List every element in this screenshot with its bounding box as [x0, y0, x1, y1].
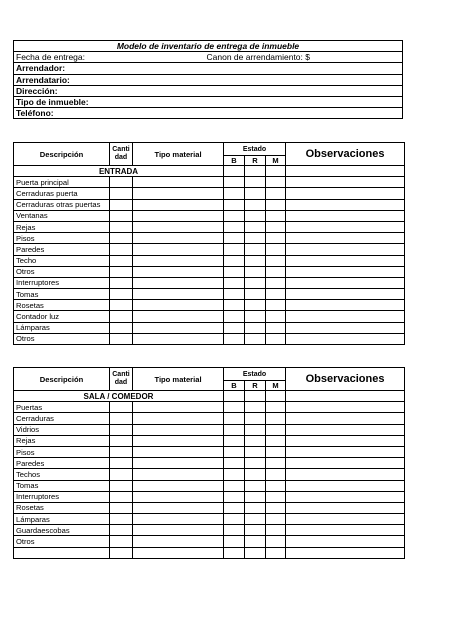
cantidad-cell[interactable]	[110, 199, 133, 210]
tipo-material-cell[interactable]	[133, 233, 224, 244]
observaciones-cell[interactable]	[286, 255, 405, 266]
tipo-material-cell[interactable]	[133, 177, 224, 188]
observaciones-cell[interactable]	[286, 322, 405, 333]
tipo-material-cell[interactable]	[133, 333, 224, 344]
section-title: ENTRADA	[14, 166, 224, 177]
estado-m-cell[interactable]	[266, 188, 286, 199]
table-row	[14, 221, 405, 232]
cantidad-line-2: dad	[114, 379, 128, 386]
estado-m-cell[interactable]	[266, 446, 286, 457]
document-title: Modelo de inventario de entrega de inmueble	[14, 41, 403, 52]
tipo-material-cell[interactable]	[133, 502, 224, 513]
item-description: Otros	[14, 536, 110, 547]
item-description: Guardaescobas	[14, 525, 110, 536]
cantidad-cell[interactable]	[110, 514, 133, 525]
table-row	[14, 322, 405, 333]
empty-cell[interactable]	[224, 166, 245, 177]
cantidad-cell[interactable]	[110, 536, 133, 547]
estado-b-cell[interactable]	[224, 289, 245, 300]
tipo-material-cell[interactable]	[133, 199, 224, 210]
empty-cell[interactable]	[245, 391, 266, 402]
observaciones-cell[interactable]	[286, 536, 405, 547]
estado-m-cell[interactable]	[266, 210, 286, 221]
cantidad-cell[interactable]	[110, 233, 133, 244]
cantidad-cell[interactable]	[110, 300, 133, 311]
tipo-material-cell[interactable]	[133, 424, 224, 435]
section-title-row	[14, 166, 405, 177]
item-description: Interruptores	[14, 491, 110, 502]
estado-r-cell[interactable]	[245, 525, 266, 536]
estado-m-cell[interactable]	[266, 547, 286, 558]
observaciones-cell[interactable]	[286, 188, 405, 199]
estado-r-cell[interactable]	[245, 413, 266, 424]
estado-r-cell[interactable]	[245, 333, 266, 344]
estado-b-cell[interactable]	[224, 480, 245, 491]
estado-r-cell[interactable]	[245, 177, 266, 188]
estado-r-cell[interactable]	[245, 435, 266, 446]
estado-b-cell[interactable]	[224, 244, 245, 255]
cantidad-cell[interactable]	[110, 177, 133, 188]
observaciones-cell[interactable]	[286, 311, 405, 322]
tipo-material-cell[interactable]	[133, 255, 224, 266]
estado-b-cell[interactable]	[224, 210, 245, 221]
estado-b-cell[interactable]	[224, 502, 245, 513]
cantidad-cell[interactable]	[110, 311, 133, 322]
estado-r-cell[interactable]	[245, 221, 266, 232]
table-row	[14, 188, 405, 199]
estado-m-cell[interactable]	[266, 199, 286, 210]
observaciones-cell[interactable]	[286, 547, 405, 558]
estado-b-cell[interactable]	[224, 469, 245, 480]
tipo-material-cell[interactable]	[133, 210, 224, 221]
col-estado-m-header: M	[266, 156, 286, 166]
observaciones-cell[interactable]	[286, 210, 405, 221]
cantidad-cell[interactable]	[110, 446, 133, 457]
item-description: Ventanas	[14, 210, 110, 221]
estado-b-cell[interactable]	[224, 266, 245, 277]
col-estado-m-header: M	[266, 381, 286, 391]
estado-b-cell[interactable]	[224, 221, 245, 232]
table-row	[14, 458, 405, 469]
tipo-material-cell[interactable]	[133, 266, 224, 277]
canon-label: Canon de arrendamiento: $	[206, 52, 310, 63]
cantidad-cell[interactable]	[110, 435, 133, 446]
tipo-material-cell[interactable]	[133, 402, 224, 413]
item-description: Tomas	[14, 289, 110, 300]
item-description: Otros	[14, 266, 110, 277]
observaciones-cell[interactable]	[286, 177, 405, 188]
estado-m-cell[interactable]	[266, 514, 286, 525]
col-descripcion-header: Descripción	[14, 368, 110, 391]
estado-b-cell[interactable]	[224, 458, 245, 469]
cantidad-cell[interactable]	[110, 547, 133, 558]
cantidad-cell[interactable]	[110, 277, 133, 288]
observaciones-cell[interactable]	[286, 221, 405, 232]
estado-m-cell[interactable]	[266, 266, 286, 277]
tipo-material-cell[interactable]	[133, 244, 224, 255]
col-estado-b-header: B	[224, 156, 245, 166]
item-description: Rejas	[14, 435, 110, 446]
cantidad-cell[interactable]	[110, 266, 133, 277]
estado-b-cell[interactable]	[224, 547, 245, 558]
section-title-row	[14, 391, 405, 402]
estado-b-cell[interactable]	[224, 300, 245, 311]
empty-cell[interactable]	[224, 391, 245, 402]
item-description: Techos	[14, 469, 110, 480]
table-row	[14, 525, 405, 536]
cantidad-cell[interactable]	[110, 502, 133, 513]
item-description: Pisos	[14, 233, 110, 244]
tipo-material-cell[interactable]	[133, 458, 224, 469]
observaciones-cell[interactable]	[286, 300, 405, 311]
fecha-label: Fecha de entrega:	[16, 52, 85, 63]
table-row	[14, 491, 405, 502]
observaciones-cell[interactable]	[286, 458, 405, 469]
item-description: Techo	[14, 255, 110, 266]
estado-m-cell[interactable]	[266, 289, 286, 300]
estado-b-cell[interactable]	[224, 514, 245, 525]
cantidad-line-1: Canti	[112, 146, 130, 153]
table-row	[14, 199, 405, 210]
observaciones-cell[interactable]	[286, 491, 405, 502]
cantidad-cell[interactable]	[110, 188, 133, 199]
cantidad-cell[interactable]	[110, 424, 133, 435]
estado-r-cell[interactable]	[245, 188, 266, 199]
tipo-material-cell[interactable]	[133, 514, 224, 525]
table-row	[14, 277, 405, 288]
observaciones-cell[interactable]	[286, 413, 405, 424]
item-description: Puerta principal	[14, 177, 110, 188]
item-description: Rosetas	[14, 502, 110, 513]
estado-m-cell[interactable]	[266, 469, 286, 480]
estado-b-cell[interactable]	[224, 277, 245, 288]
tipo-material-cell[interactable]	[133, 311, 224, 322]
tipo-material-cell[interactable]	[133, 435, 224, 446]
table-row	[14, 435, 405, 446]
col-descripcion-header: Descripción	[14, 143, 110, 166]
tipo-material-cell[interactable]	[133, 525, 224, 536]
cantidad-cell[interactable]	[110, 221, 133, 232]
estado-r-cell[interactable]	[245, 255, 266, 266]
observaciones-cell[interactable]	[286, 424, 405, 435]
table-row	[14, 514, 405, 525]
arrendatario-label: Arrendatario:	[14, 74, 403, 85]
observaciones-cell[interactable]	[286, 502, 405, 513]
estado-b-cell[interactable]	[224, 255, 245, 266]
observaciones-cell[interactable]	[286, 435, 405, 446]
item-description: Paredes	[14, 458, 110, 469]
col-cantidad-header	[110, 368, 133, 391]
fecha-canon-row	[14, 52, 403, 63]
table-row	[14, 469, 405, 480]
cantidad-cell[interactable]	[110, 525, 133, 536]
estado-m-cell[interactable]	[266, 311, 286, 322]
estado-m-cell[interactable]	[266, 255, 286, 266]
observaciones-cell[interactable]	[286, 244, 405, 255]
tipo-material-cell[interactable]	[133, 480, 224, 491]
observaciones-cell[interactable]	[286, 289, 405, 300]
empty-cell[interactable]	[286, 166, 405, 177]
section-sala-comedor-table	[13, 367, 405, 559]
table-row	[14, 266, 405, 277]
cantidad-cell[interactable]	[110, 322, 133, 333]
col-tipo-material-header: Tipo material	[133, 368, 224, 391]
table-row	[14, 333, 405, 344]
cantidad-cell[interactable]	[110, 469, 133, 480]
cantidad-line-1: Canti	[112, 371, 130, 378]
estado-r-cell[interactable]	[245, 491, 266, 502]
arrendador-label: Arrendador:	[14, 63, 403, 74]
empty-cell[interactable]	[266, 391, 286, 402]
table-row	[14, 255, 405, 266]
col-tipo-material-header: Tipo material	[133, 143, 224, 166]
estado-m-cell[interactable]	[266, 333, 286, 344]
telefono-label: Teléfono:	[14, 108, 403, 119]
estado-b-cell[interactable]	[224, 188, 245, 199]
table-row	[14, 536, 405, 547]
table-row	[14, 289, 405, 300]
estado-r-cell[interactable]	[245, 402, 266, 413]
estado-m-cell[interactable]	[266, 491, 286, 502]
header-block	[13, 40, 403, 119]
empty-cell[interactable]	[286, 391, 405, 402]
cantidad-cell[interactable]	[110, 255, 133, 266]
estado-m-cell[interactable]	[266, 277, 286, 288]
estado-r-cell[interactable]	[245, 446, 266, 457]
observaciones-cell[interactable]	[286, 233, 405, 244]
table-row	[14, 413, 405, 424]
estado-m-cell[interactable]	[266, 402, 286, 413]
cantidad-cell[interactable]	[110, 491, 133, 502]
item-description: Lámparas	[14, 514, 110, 525]
col-observaciones-header: Observaciones	[286, 143, 405, 166]
item-description: Pisos	[14, 446, 110, 457]
observaciones-cell[interactable]	[286, 277, 405, 288]
tipo-inmueble-label: Tipo de inmueble:	[14, 96, 403, 107]
item-description	[14, 547, 110, 558]
estado-r-cell[interactable]	[245, 244, 266, 255]
observaciones-cell[interactable]	[286, 266, 405, 277]
table-row	[14, 244, 405, 255]
item-description: Interruptores	[14, 277, 110, 288]
table-row	[14, 311, 405, 322]
estado-m-cell[interactable]	[266, 322, 286, 333]
estado-r-cell[interactable]	[245, 469, 266, 480]
table-row	[14, 300, 405, 311]
cantidad-cell[interactable]	[110, 458, 133, 469]
cantidad-cell[interactable]	[110, 210, 133, 221]
estado-b-cell[interactable]	[224, 491, 245, 502]
estado-r-cell[interactable]	[245, 502, 266, 513]
estado-b-cell[interactable]	[224, 525, 245, 536]
estado-m-cell[interactable]	[266, 413, 286, 424]
item-description: Puertas	[14, 402, 110, 413]
col-estado-header: Estado	[224, 143, 286, 156]
item-description: Rosetas	[14, 300, 110, 311]
estado-r-cell[interactable]	[245, 424, 266, 435]
estado-r-cell[interactable]	[245, 311, 266, 322]
col-estado-b-header: B	[224, 381, 245, 391]
estado-b-cell[interactable]	[224, 177, 245, 188]
item-description: Rejas	[14, 221, 110, 232]
estado-m-cell[interactable]	[266, 435, 286, 446]
table-row	[14, 233, 405, 244]
estado-r-cell[interactable]	[245, 514, 266, 525]
item-description: Contador luz	[14, 311, 110, 322]
item-description: Lámparas	[14, 322, 110, 333]
estado-r-cell[interactable]	[245, 547, 266, 558]
estado-b-cell[interactable]	[224, 402, 245, 413]
direccion-label: Dirección:	[14, 85, 403, 96]
estado-m-cell[interactable]	[266, 177, 286, 188]
estado-b-cell[interactable]	[224, 311, 245, 322]
estado-r-cell[interactable]	[245, 322, 266, 333]
table-row	[14, 424, 405, 435]
estado-m-cell[interactable]	[266, 221, 286, 232]
tipo-material-cell[interactable]	[133, 289, 224, 300]
column-header-row	[14, 368, 405, 381]
empty-cell[interactable]	[266, 166, 286, 177]
table-row	[14, 502, 405, 513]
cantidad-line-2: dad	[114, 154, 128, 161]
estado-m-cell[interactable]	[266, 233, 286, 244]
table-row	[14, 210, 405, 221]
tipo-material-cell[interactable]	[133, 277, 224, 288]
section-title: SALA / COMEDOR	[14, 391, 224, 402]
item-description: Vidrios	[14, 424, 110, 435]
col-estado-r-header: R	[245, 381, 266, 391]
estado-m-cell[interactable]	[266, 536, 286, 547]
tipo-material-cell[interactable]	[133, 469, 224, 480]
table-row	[14, 547, 405, 558]
observaciones-cell[interactable]	[286, 469, 405, 480]
estado-m-cell[interactable]	[266, 300, 286, 311]
cantidad-cell[interactable]	[110, 244, 133, 255]
tipo-material-cell[interactable]	[133, 536, 224, 547]
estado-m-cell[interactable]	[266, 525, 286, 536]
observaciones-cell[interactable]	[286, 514, 405, 525]
estado-b-cell[interactable]	[224, 413, 245, 424]
item-description: Tomas	[14, 480, 110, 491]
tipo-material-cell[interactable]	[133, 547, 224, 558]
col-observaciones-header: Observaciones	[286, 368, 405, 391]
observaciones-cell[interactable]	[286, 480, 405, 491]
cantidad-cell[interactable]	[110, 402, 133, 413]
col-cantidad-header	[110, 143, 133, 166]
estado-m-cell[interactable]	[266, 502, 286, 513]
estado-r-cell[interactable]	[245, 300, 266, 311]
table-row	[14, 177, 405, 188]
tipo-material-cell[interactable]	[133, 221, 224, 232]
estado-m-cell[interactable]	[266, 458, 286, 469]
item-description: Cerraduras	[14, 413, 110, 424]
estado-b-cell[interactable]	[224, 199, 245, 210]
estado-r-cell[interactable]	[245, 289, 266, 300]
estado-m-cell[interactable]	[266, 424, 286, 435]
tipo-material-cell[interactable]	[133, 300, 224, 311]
tipo-material-cell[interactable]	[133, 491, 224, 502]
tipo-material-cell[interactable]	[133, 188, 224, 199]
table-row	[14, 402, 405, 413]
estado-r-cell[interactable]	[245, 536, 266, 547]
estado-b-cell[interactable]	[224, 435, 245, 446]
observaciones-cell[interactable]	[286, 199, 405, 210]
cantidad-cell[interactable]	[110, 480, 133, 491]
item-description: Cerraduras puerta	[14, 188, 110, 199]
estado-m-cell[interactable]	[266, 244, 286, 255]
item-description: Paredes	[14, 244, 110, 255]
observaciones-cell[interactable]	[286, 402, 405, 413]
estado-b-cell[interactable]	[224, 446, 245, 457]
cantidad-cell[interactable]	[110, 333, 133, 344]
empty-cell[interactable]	[245, 166, 266, 177]
estado-b-cell[interactable]	[224, 536, 245, 547]
estado-r-cell[interactable]	[245, 480, 266, 491]
estado-b-cell[interactable]	[224, 233, 245, 244]
tipo-material-cell[interactable]	[133, 446, 224, 457]
estado-b-cell[interactable]	[224, 322, 245, 333]
estado-r-cell[interactable]	[245, 210, 266, 221]
estado-r-cell[interactable]	[245, 277, 266, 288]
estado-r-cell[interactable]	[245, 458, 266, 469]
estado-b-cell[interactable]	[224, 424, 245, 435]
section-entrada-table	[13, 142, 405, 345]
observaciones-cell[interactable]	[286, 446, 405, 457]
estado-r-cell[interactable]	[245, 266, 266, 277]
item-description: Otros	[14, 333, 110, 344]
estado-r-cell[interactable]	[245, 199, 266, 210]
observaciones-cell[interactable]	[286, 525, 405, 536]
tipo-material-cell[interactable]	[133, 413, 224, 424]
table-row	[14, 480, 405, 491]
tipo-material-cell[interactable]	[133, 322, 224, 333]
estado-b-cell[interactable]	[224, 333, 245, 344]
col-estado-header: Estado	[224, 368, 286, 381]
item-description: Cerraduras otras puertas	[14, 199, 110, 210]
table-row	[14, 446, 405, 457]
estado-r-cell[interactable]	[245, 233, 266, 244]
observaciones-cell[interactable]	[286, 333, 405, 344]
estado-m-cell[interactable]	[266, 480, 286, 491]
col-estado-r-header: R	[245, 156, 266, 166]
cantidad-cell[interactable]	[110, 289, 133, 300]
column-header-row	[14, 143, 405, 156]
cantidad-cell[interactable]	[110, 413, 133, 424]
